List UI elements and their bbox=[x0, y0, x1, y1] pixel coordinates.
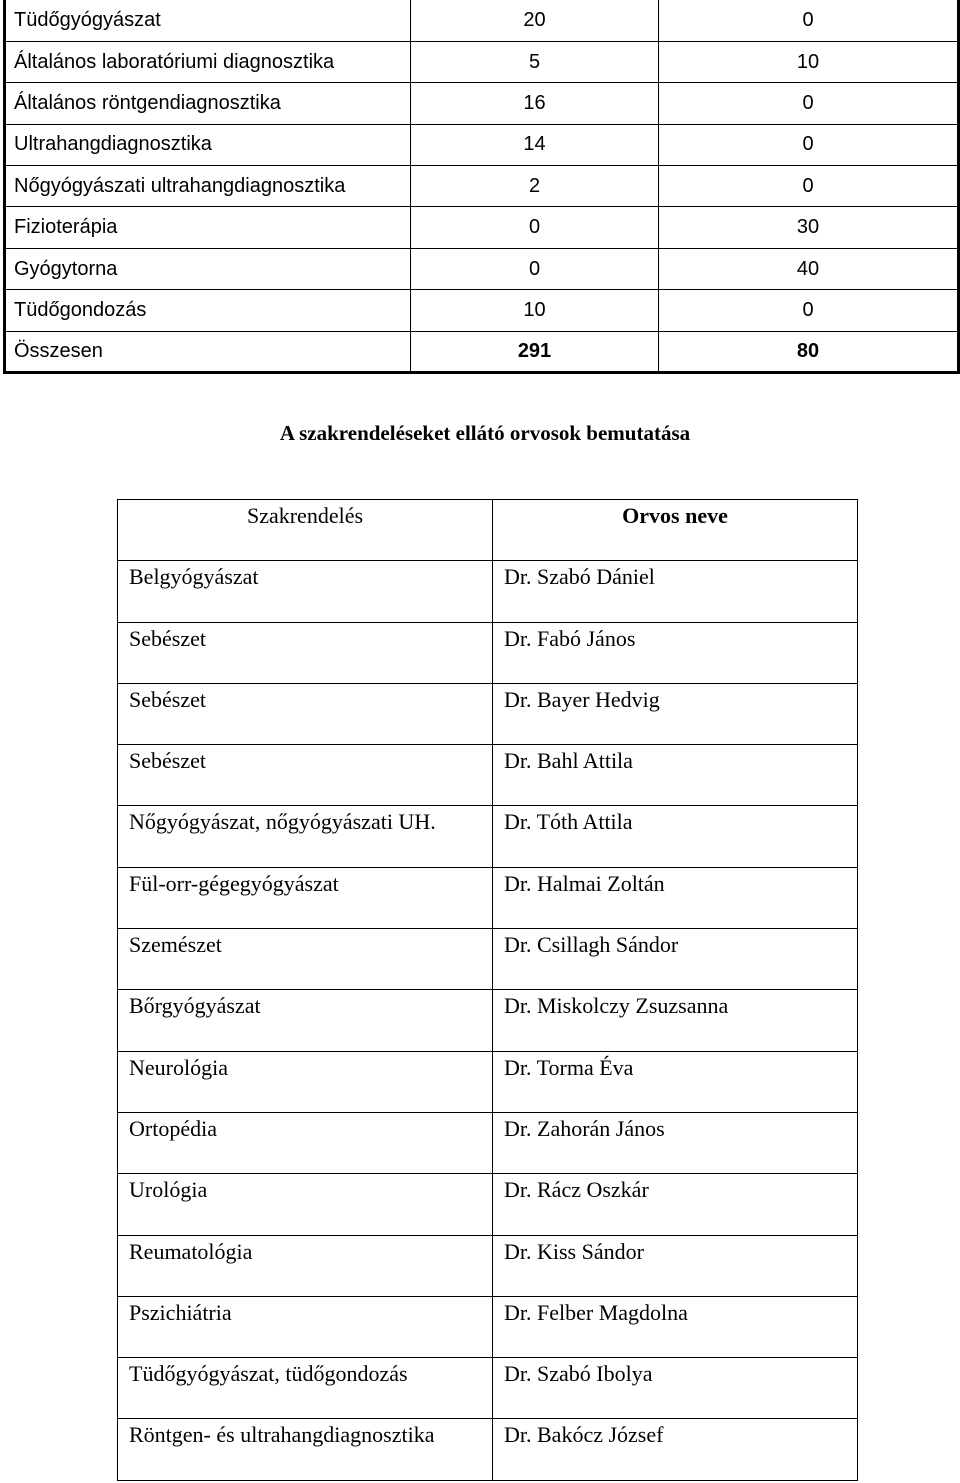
doctor-name-cell: Dr. Szabó Dániel bbox=[493, 561, 858, 622]
specialty-cell: Reumatológia bbox=[118, 1235, 493, 1296]
doctor-name-cell: Dr. Halmai Zoltán bbox=[493, 867, 858, 928]
service-col1-value: 16 bbox=[411, 83, 659, 124]
service-col2-value: 30 bbox=[659, 207, 959, 248]
service-name-cell: Gyógytorna bbox=[5, 248, 411, 289]
total-label: Összesen bbox=[5, 331, 411, 372]
doctor-row bbox=[118, 1296, 858, 1357]
doctor-name-cell: Dr. Rácz Oszkár bbox=[493, 1174, 858, 1235]
service-row bbox=[5, 290, 959, 331]
service-col2-value: 0 bbox=[659, 124, 959, 165]
specialty-column-header: Szakrendelés bbox=[118, 500, 493, 561]
doctor-name-cell: Dr. Szabó Ibolya bbox=[493, 1358, 858, 1419]
specialty-cell: Pszichiátria bbox=[118, 1296, 493, 1357]
services-table-footer bbox=[5, 331, 959, 372]
doctor-row bbox=[118, 990, 858, 1051]
service-row bbox=[5, 248, 959, 289]
service-name-cell: Nőgyógyászati ultrahangdiagnosztika bbox=[5, 166, 411, 207]
doctor-name-cell: Dr. Csillagh Sándor bbox=[493, 929, 858, 990]
service-col1-value: 20 bbox=[411, 0, 659, 41]
specialty-cell: Nőgyógyászat, nőgyógyászati UH. bbox=[118, 806, 493, 867]
doctors-table-body bbox=[118, 561, 858, 1480]
service-row bbox=[5, 83, 959, 124]
doctor-name-cell: Dr. Bayer Hedvig bbox=[493, 683, 858, 744]
specialty-cell: Röntgen- és ultrahangdiagnosztika bbox=[118, 1419, 493, 1480]
doctor-name-cell: Dr. Bahl Attila bbox=[493, 745, 858, 806]
doctor-row bbox=[118, 929, 858, 990]
doctor-row bbox=[118, 622, 858, 683]
doctor-name-cell: Dr. Felber Magdolna bbox=[493, 1296, 858, 1357]
doctors-section-heading: A szakrendeléseket ellátó orvosok bemutatása bbox=[279, 421, 691, 445]
doctor-row bbox=[118, 806, 858, 867]
services-table bbox=[3, 0, 960, 374]
total-col2-value: 80 bbox=[659, 331, 959, 372]
service-name-cell: Tüdőgondozás bbox=[5, 290, 411, 331]
service-row bbox=[5, 207, 959, 248]
service-col1-value: 14 bbox=[411, 124, 659, 165]
doctor-name-cell: Dr. Bakócz József bbox=[493, 1419, 858, 1480]
specialty-cell: Tüdőgyógyászat, tüdőgondozás bbox=[118, 1358, 493, 1419]
doctor-name-cell: Dr. Fabó János bbox=[493, 622, 858, 683]
service-row bbox=[5, 41, 959, 82]
specialty-cell: Ortopédia bbox=[118, 1112, 493, 1173]
doctor-row bbox=[118, 745, 858, 806]
specialty-cell: Fül-orr-gégegyógyászat bbox=[118, 867, 493, 928]
doctors-table-header bbox=[118, 500, 858, 561]
specialty-cell: Sebészet bbox=[118, 622, 493, 683]
service-col2-value: 10 bbox=[659, 41, 959, 82]
service-col2-value: 0 bbox=[659, 166, 959, 207]
specialty-cell: Bőrgyógyászat bbox=[118, 990, 493, 1051]
header-row bbox=[118, 500, 858, 561]
doctor-column-header: Orvos neve bbox=[493, 500, 858, 561]
doctor-row bbox=[118, 683, 858, 744]
doctor-row bbox=[118, 867, 858, 928]
specialty-cell: Urológia bbox=[118, 1174, 493, 1235]
service-row bbox=[5, 0, 959, 41]
doctor-name-cell: Dr. Zahorán János bbox=[493, 1112, 858, 1173]
doctors-table bbox=[117, 499, 858, 1481]
specialty-cell: Neurológia bbox=[118, 1051, 493, 1112]
services-table-body bbox=[5, 0, 959, 331]
doctor-row bbox=[118, 1174, 858, 1235]
doctor-row bbox=[118, 1358, 858, 1419]
service-row bbox=[5, 124, 959, 165]
service-col1-value: 10 bbox=[411, 290, 659, 331]
service-col2-value: 0 bbox=[659, 83, 959, 124]
specialty-cell: Sebészet bbox=[118, 683, 493, 744]
doctor-row bbox=[118, 1235, 858, 1296]
doctor-row bbox=[118, 1051, 858, 1112]
service-col1-value: 5 bbox=[411, 41, 659, 82]
doctor-name-cell: Dr. Tóth Attila bbox=[493, 806, 858, 867]
service-col1-value: 0 bbox=[411, 248, 659, 289]
doctor-name-cell: Dr. Miskolczy Zsuzsanna bbox=[493, 990, 858, 1051]
service-name-cell: Általános röntgendiagnosztika bbox=[5, 83, 411, 124]
service-row bbox=[5, 166, 959, 207]
service-col1-value: 0 bbox=[411, 207, 659, 248]
doctor-row bbox=[118, 1112, 858, 1173]
specialty-cell: Szemészet bbox=[118, 929, 493, 990]
total-row bbox=[5, 331, 959, 372]
service-col2-value: 40 bbox=[659, 248, 959, 289]
service-col2-value: 0 bbox=[659, 0, 959, 41]
specialty-cell: Belgyógyászat bbox=[118, 561, 493, 622]
service-name-cell: Tüdőgyógyászat bbox=[5, 0, 411, 41]
specialty-cell: Sebészet bbox=[118, 745, 493, 806]
service-name-cell: Ultrahangdiagnosztika bbox=[5, 124, 411, 165]
service-name-cell: Fizioterápia bbox=[5, 207, 411, 248]
service-name-cell: Általános laboratóriumi diagnosztika bbox=[5, 41, 411, 82]
doctor-row bbox=[118, 1419, 858, 1480]
doctor-row bbox=[118, 561, 858, 622]
service-col1-value: 2 bbox=[411, 166, 659, 207]
doctor-name-cell: Dr. Kiss Sándor bbox=[493, 1235, 858, 1296]
total-col1-value: 291 bbox=[411, 331, 659, 372]
doctor-name-cell: Dr. Torma Éva bbox=[493, 1051, 858, 1112]
service-col2-value: 0 bbox=[659, 290, 959, 331]
